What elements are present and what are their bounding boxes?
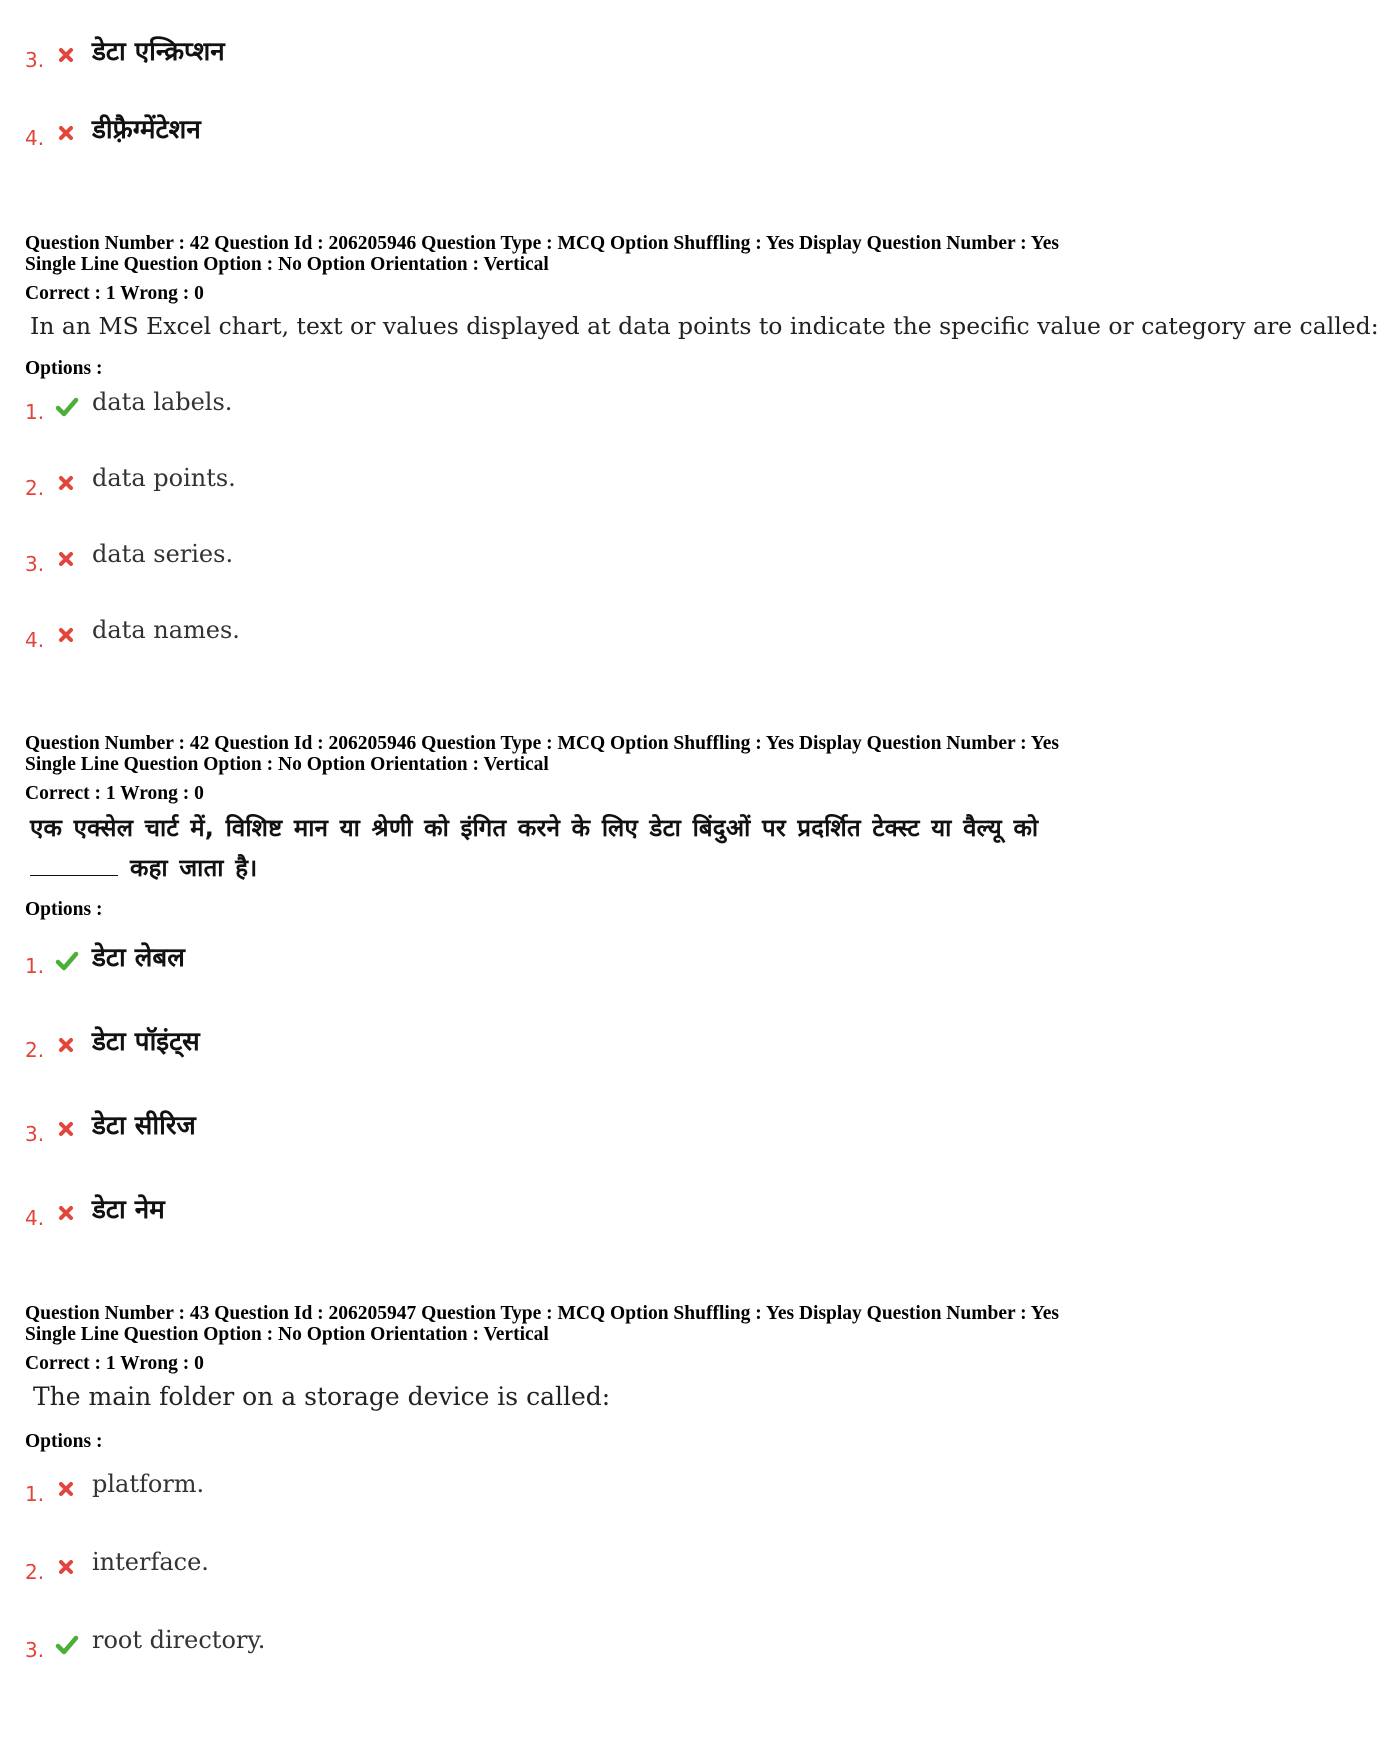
- option-text: डेटा लेबल: [92, 943, 185, 973]
- option-text: डीफ़्रैग्मेंटेशन: [92, 115, 201, 145]
- question-text-part2: कहा जाता है।: [130, 854, 258, 882]
- option-item: [0, 942, 700, 982]
- options-label: Options :: [25, 899, 103, 920]
- option-text: root directory.: [92, 1626, 266, 1654]
- question-meta-line: Question Number : 42 Question Id : 206205946 Question Type : MCQ Option Shuffling : Yes Display Question Number : Yes: [25, 733, 1059, 754]
- question-text: In an MS Excel chart, text or values displayed at data points to indicate the specific value or category are called:: [30, 312, 1379, 340]
- wrong-mark-icon: [55, 624, 77, 646]
- option-number: 4.: [25, 126, 45, 150]
- option-number: 4.: [25, 628, 45, 652]
- option-text: interface.: [92, 1548, 209, 1576]
- option-item: [0, 540, 700, 580]
- option-number: 3.: [25, 552, 45, 576]
- option-text: डेटा पॉइंट्स: [92, 1027, 200, 1057]
- question-meta-line: Question Number : 43 Question Id : 206205947 Question Type : MCQ Option Shuffling : Yes Display Question Number : Yes: [25, 1303, 1059, 1324]
- option-item: [0, 1110, 700, 1150]
- question-marks: Correct : 1 Wrong : 0: [25, 283, 204, 304]
- option-number: 2.: [25, 1038, 45, 1062]
- option-item: [0, 1194, 700, 1234]
- question-text-part1: एक एक्सेल चार्ट में, विशिष्ट मान या श्रेणी को इंगित करने के लिए डेटा बिंदुओं पर प्रदर्शित टेक्स्ट या वैल्यू को: [30, 814, 1039, 842]
- correct-check-icon: [55, 1634, 77, 1656]
- option-number: 3.: [25, 1122, 45, 1146]
- option-number: 3.: [25, 48, 45, 72]
- option-number: 2.: [25, 476, 45, 500]
- option-text: डेटा नेम: [92, 1195, 165, 1225]
- wrong-mark-icon: [55, 44, 77, 66]
- wrong-mark-icon: [55, 1478, 77, 1500]
- option-item: [0, 36, 700, 76]
- option-number: 1.: [25, 400, 45, 424]
- option-item: [0, 1026, 700, 1066]
- wrong-mark-icon: [55, 122, 77, 144]
- question-marks: Correct : 1 Wrong : 0: [25, 783, 204, 804]
- options-label: Options :: [25, 358, 103, 379]
- question-meta-line: Single Line Question Option : No Option Orientation : Vertical: [25, 754, 549, 775]
- option-item: [0, 114, 700, 154]
- wrong-mark-icon: [55, 548, 77, 570]
- answer-blank: [30, 875, 118, 876]
- question-text: The main folder on a storage device is called:: [33, 1382, 611, 1411]
- question-meta-line: Question Number : 42 Question Id : 206205946 Question Type : MCQ Option Shuffling : Yes Display Question Number : Yes: [25, 233, 1059, 254]
- option-item: [0, 1626, 700, 1666]
- options-label: Options :: [25, 1431, 103, 1452]
- option-item: [0, 1548, 700, 1588]
- option-text: data points.: [92, 464, 236, 492]
- wrong-mark-icon: [55, 1034, 77, 1056]
- question-text: [30, 808, 1220, 888]
- question-marks: Correct : 1 Wrong : 0: [25, 1353, 204, 1374]
- option-number: 1.: [25, 1482, 45, 1506]
- option-text: data labels.: [92, 388, 233, 416]
- correct-check-icon: [55, 950, 77, 972]
- option-number: 4.: [25, 1206, 45, 1230]
- option-number: 3.: [25, 1638, 45, 1662]
- option-item: [0, 388, 700, 428]
- wrong-mark-icon: [55, 1118, 77, 1140]
- wrong-mark-icon: [55, 1556, 77, 1578]
- option-item: [0, 1470, 700, 1510]
- question-meta-line: Single Line Question Option : No Option Orientation : Vertical: [25, 1324, 549, 1345]
- option-item: [0, 464, 700, 504]
- option-text: data names.: [92, 616, 240, 644]
- wrong-mark-icon: [55, 1202, 77, 1224]
- option-item: [0, 616, 700, 656]
- wrong-mark-icon: [55, 472, 77, 494]
- option-text: डेटा सीरिज: [92, 1111, 196, 1141]
- option-text: platform.: [92, 1470, 205, 1498]
- option-text: डेटा एन्क्रिप्शन: [92, 37, 225, 67]
- option-text: data series.: [92, 540, 234, 568]
- correct-check-icon: [55, 396, 77, 418]
- option-number: 2.: [25, 1560, 45, 1584]
- option-number: 1.: [25, 954, 45, 978]
- question-meta-line: Single Line Question Option : No Option Orientation : Vertical: [25, 254, 549, 275]
